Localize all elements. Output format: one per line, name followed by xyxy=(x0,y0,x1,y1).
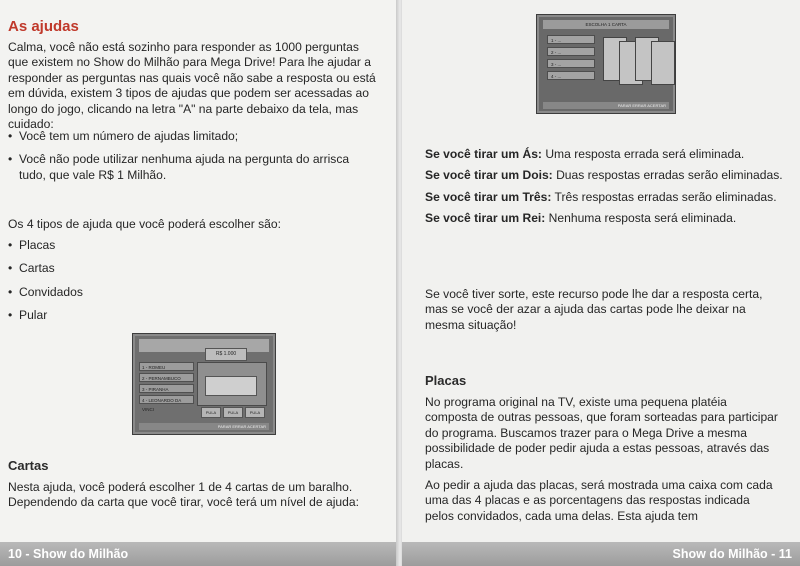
card-rules xyxy=(425,147,785,227)
types-intro: Os 4 tipos de ajuda que você poderá escolher são: xyxy=(8,217,281,231)
type-item: • Cartas xyxy=(8,261,208,276)
type-item: • Placas xyxy=(8,238,208,253)
answer-option: 1 - ROMEU xyxy=(139,362,194,371)
card-menu-item: 2 - ... xyxy=(547,47,595,56)
card-rule-text: Nenhuma resposta será eliminada. xyxy=(545,211,737,226)
page-number-right: Show do Milhão - 11 xyxy=(672,547,792,561)
card-menu-item: 1 - ... xyxy=(547,35,595,44)
cautions-list xyxy=(8,129,376,183)
status-strip: PARAR ERRAR ACERTAR xyxy=(543,102,669,109)
skip-button: PULA xyxy=(245,407,265,418)
cards-title: ESCOLHA 1 CARTA xyxy=(543,20,669,29)
card-rule-dois xyxy=(425,168,785,183)
answer-option: 4 - LEONARDO DA VINCI xyxy=(139,395,194,404)
right-footer xyxy=(402,542,800,566)
section-title-placas: Placas xyxy=(425,373,467,388)
cards-preview xyxy=(205,376,257,396)
section-title-cartas: Cartas xyxy=(8,458,49,473)
left-page xyxy=(0,0,398,566)
right-page xyxy=(402,0,800,566)
intro-paragraph: Calma, você não está sozinho para responder as 1000 perguntas que existem no Show do Milhão para Mega Drive! Para lhe ajudar a responder as perguntas nas quais você não sabe a resposta ou está em dúvida, existem 3 tipos de ajudas que podem ser acessadas ao longo do jogo, clicando na letra "A" na parte debaixo da tela, mas cuidado: xyxy=(8,40,376,132)
playing-card xyxy=(651,41,675,85)
skip-button: PULA xyxy=(223,407,243,418)
luck-paragraph: Se você tiver sorte, este recurso pode lhe dar a resposta certa, mas se você der azar a ajuda das cartas pode lhe deixar na mesma situação! xyxy=(425,287,763,332)
card-menu-item: 3 - ... xyxy=(547,59,595,68)
heading-as-ajudas: As ajudas xyxy=(8,18,79,35)
skip-button: PULA xyxy=(201,407,221,418)
types-list xyxy=(8,238,208,324)
left-footer xyxy=(0,542,398,566)
card-rule-label: Se você tirar um Três: xyxy=(425,189,552,204)
card-rule-as xyxy=(425,147,785,162)
answer-option: 3 - PIRANHA xyxy=(139,384,194,393)
type-item: • Convidados xyxy=(8,285,208,300)
card-rule-label: Se você tirar um Ás: xyxy=(425,147,542,161)
type-item: • Pular xyxy=(8,308,208,323)
question-bar xyxy=(139,339,269,352)
card-rule-text: Três respostas erradas serão eliminadas. xyxy=(551,189,777,204)
card-rule-label: Se você tirar um Dois: xyxy=(425,168,553,183)
status-strip: PARAR ERRAR ACERTAR xyxy=(139,423,269,430)
placas-paragraph-2: Ao pedir a ajuda das placas, será mostrada uma caixa com cada uma das 4 placas e as porcentagens das respostas indicada pelos convidados, cada uma delas. Esta ajuda tem xyxy=(425,478,773,523)
placas-paragraph-1: No programa original na TV, existe uma pequena platéia composta de outras pessoas, que foram sorteadas para participar do programa. Buscamos trazer para o Mega Drive a mesma possibilidade de poder pedir ajuda a estas pessoas, através das placas. xyxy=(425,395,778,471)
card-rule-rei xyxy=(425,211,785,226)
answer-option: 2 - PERNAMBUCO xyxy=(139,373,194,382)
card-rule-text: Uma resposta errada será eliminada. xyxy=(541,147,745,161)
cartas-paragraph: Nesta ajuda, você poderá escolher 1 de 4 cartas de um baralho. Dependendo da carta que você tirar, você terá um nível de ajuda: xyxy=(8,480,359,510)
card-rule-label: Se você tirar um Rei: xyxy=(425,211,546,226)
game-screenshot-help xyxy=(132,333,276,435)
prize-box: R$ 1.000 xyxy=(205,348,247,361)
caution-item: • Você não pode utilizar nenhuma ajuda na pergunta do arrisca tudo, que vale R$ 1 Milhão. xyxy=(8,152,376,183)
game-screenshot-cards xyxy=(536,14,676,114)
caution-item: • Você tem um número de ajudas limitado; xyxy=(8,129,376,144)
card-menu-item: 4 - ... xyxy=(547,71,595,80)
page-number-left: 10 - Show do Milhão xyxy=(8,547,129,561)
card-rule-tres xyxy=(425,190,785,205)
card-rule-text: Duas respostas erradas serão eliminadas. xyxy=(552,168,783,183)
